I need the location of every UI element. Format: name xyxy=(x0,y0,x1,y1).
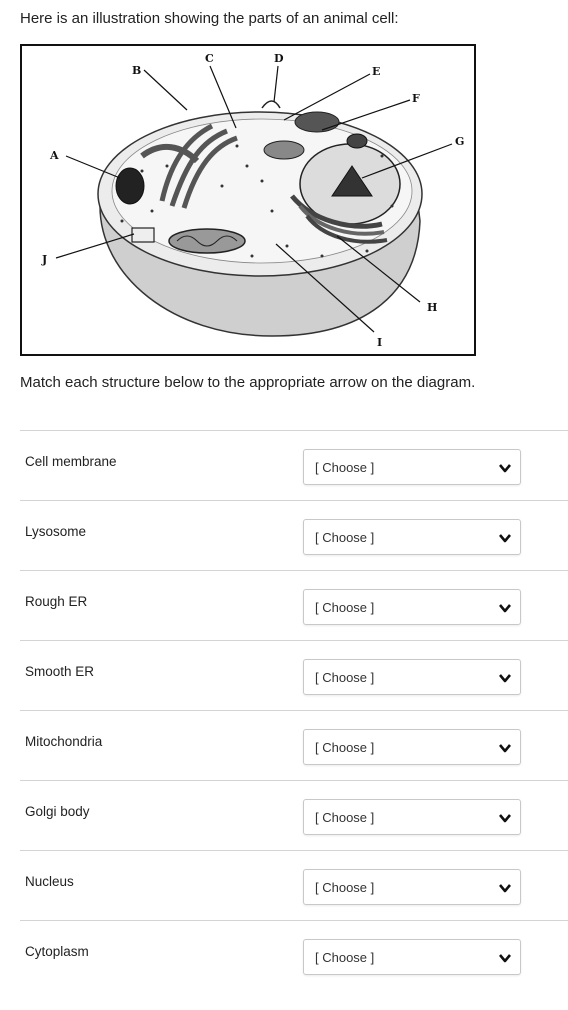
structure-label: Lysosome xyxy=(25,524,87,539)
dropdown-value: [ Choose ] xyxy=(315,950,375,965)
label-j: J xyxy=(42,253,48,266)
answer-dropdown[interactable] xyxy=(303,869,521,905)
dropdown-value: [ Choose ] xyxy=(315,670,375,685)
match-row xyxy=(20,710,568,780)
dropdown-value: [ Choose ] xyxy=(315,810,375,825)
label-a: A xyxy=(50,149,59,162)
chevron-down-icon xyxy=(498,741,512,755)
lysosome-shape xyxy=(116,168,144,204)
chevron-down-icon xyxy=(498,531,512,545)
match-row xyxy=(20,430,568,500)
answer-dropdown[interactable] xyxy=(303,939,521,975)
chevron-down-icon xyxy=(498,601,512,615)
mitochondrion-shape xyxy=(169,229,245,253)
match-row xyxy=(20,920,568,990)
match-row xyxy=(20,500,568,570)
label-i: I xyxy=(377,336,383,349)
animal-cell-diagram xyxy=(20,44,476,356)
answer-dropdown[interactable] xyxy=(303,799,521,835)
dropdown-value: [ Choose ] xyxy=(315,600,375,615)
label-d: D xyxy=(274,52,284,65)
match-row xyxy=(20,570,568,640)
chevron-down-icon xyxy=(498,461,512,475)
instruction-text: Match each structure below to the appropriate arrow on the diagram. xyxy=(20,374,476,391)
matching-rows xyxy=(20,430,568,990)
dropdown-value: [ Choose ] xyxy=(315,460,375,475)
label-g: G xyxy=(455,135,465,148)
chevron-down-icon xyxy=(498,671,512,685)
answer-dropdown[interactable] xyxy=(303,589,521,625)
centriole-shape xyxy=(132,228,154,242)
label-h: H xyxy=(427,301,438,314)
label-c: C xyxy=(205,52,214,65)
label-e: E xyxy=(372,65,381,78)
structure-label: Smooth ER xyxy=(25,664,95,679)
chevron-down-icon xyxy=(498,881,512,895)
chevron-down-icon xyxy=(498,951,512,965)
label-f: F xyxy=(412,92,420,105)
structure-label: Cell membrane xyxy=(25,454,117,469)
answer-dropdown[interactable] xyxy=(303,729,521,765)
match-row xyxy=(20,640,568,710)
answer-dropdown[interactable] xyxy=(303,519,521,555)
structure-label: Rough ER xyxy=(25,594,88,609)
cell-illustration xyxy=(22,46,474,354)
answer-dropdown[interactable] xyxy=(303,449,521,485)
structure-label: Golgi body xyxy=(25,804,90,819)
answer-dropdown[interactable] xyxy=(303,659,521,695)
structure-label: Nucleus xyxy=(25,874,74,889)
intro-text: Here is an illustration showing the parts of an animal cell: xyxy=(20,10,399,27)
match-row xyxy=(20,780,568,850)
dropdown-value: [ Choose ] xyxy=(315,530,375,545)
chevron-down-icon xyxy=(498,811,512,825)
dropdown-value: [ Choose ] xyxy=(315,880,375,895)
label-b: B xyxy=(132,64,142,77)
structure-label: Mitochondria xyxy=(25,734,103,749)
dropdown-value: [ Choose ] xyxy=(315,740,375,755)
match-row xyxy=(20,850,568,920)
structure-label: Cytoplasm xyxy=(25,944,89,959)
